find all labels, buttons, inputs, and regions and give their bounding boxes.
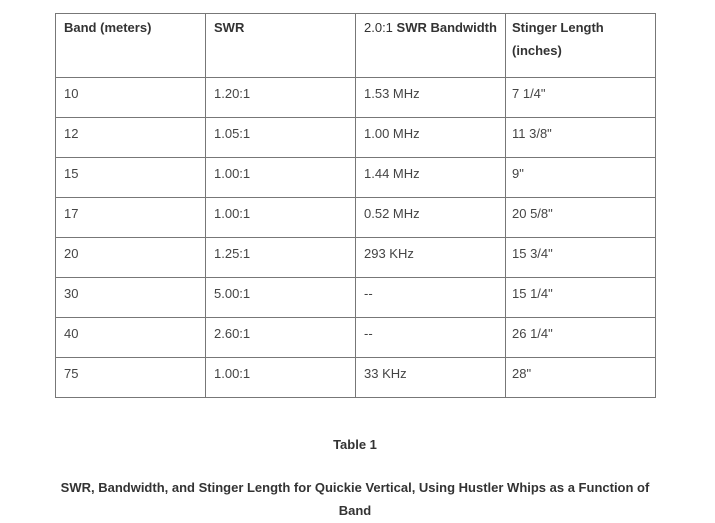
cell-band: 40: [56, 318, 206, 358]
cell-bandwidth: 293 KHz: [356, 238, 506, 278]
table-row: [56, 358, 656, 398]
cell-band: 17: [56, 198, 206, 238]
cell-bandwidth: 1.53 MHz: [356, 78, 506, 118]
table-row: [56, 78, 656, 118]
cell-swr: 1.00:1: [206, 158, 356, 198]
table-row: [56, 118, 656, 158]
table-header-row: [56, 14, 656, 78]
cell-band: 10: [56, 78, 206, 118]
table-row: [56, 318, 656, 358]
table-caption-label: Table 1: [333, 437, 377, 452]
header-band: Band (meters): [56, 14, 206, 78]
cell-band: 20: [56, 238, 206, 278]
table-caption-text: SWR, Bandwidth, and Stinger Length for Quickie Vertical, Using Hustler Whips as a Function of Band: [60, 480, 650, 518]
table-row: [56, 278, 656, 318]
cell-bandwidth: 1.44 MHz: [356, 158, 506, 198]
cell-band: 75: [56, 358, 206, 398]
header-bandwidth-prefix: 2.0:1: [364, 20, 393, 35]
cell-stinger: 20 5/8": [506, 198, 656, 238]
cell-swr: 5.00:1: [206, 278, 356, 318]
cell-stinger: 9": [506, 158, 656, 198]
cell-swr: 1.00:1: [206, 358, 356, 398]
swr-data-table: [55, 13, 656, 398]
cell-bandwidth: 33 KHz: [356, 358, 506, 398]
cell-stinger: 15 1/4": [506, 278, 656, 318]
cell-bandwidth: --: [356, 318, 506, 358]
cell-bandwidth: 1.00 MHz: [356, 118, 506, 158]
cell-stinger: 28": [506, 358, 656, 398]
header-bandwidth: [356, 14, 506, 78]
cell-swr: 1.20:1: [206, 78, 356, 118]
cell-bandwidth: 0.52 MHz: [356, 198, 506, 238]
header-bandwidth-label: SWR Bandwidth: [392, 20, 497, 35]
cell-swr: 1.00:1: [206, 198, 356, 238]
header-stinger: Stinger Length (inches): [506, 14, 656, 78]
cell-stinger: 11 3/8": [506, 118, 656, 158]
cell-stinger: 7 1/4": [506, 78, 656, 118]
cell-swr: 1.25:1: [206, 238, 356, 278]
cell-band: 12: [56, 118, 206, 158]
table-row: [56, 158, 656, 198]
header-swr: SWR: [206, 14, 356, 78]
cell-bandwidth: --: [356, 278, 506, 318]
cell-band: 30: [56, 278, 206, 318]
cell-stinger: 26 1/4": [506, 318, 656, 358]
table-row: [56, 238, 656, 278]
cell-swr: 2.60:1: [206, 318, 356, 358]
cell-band: 15: [56, 158, 206, 198]
cell-stinger: 15 3/4": [506, 238, 656, 278]
cell-swr: 1.05:1: [206, 118, 356, 158]
table-row: [56, 198, 656, 238]
